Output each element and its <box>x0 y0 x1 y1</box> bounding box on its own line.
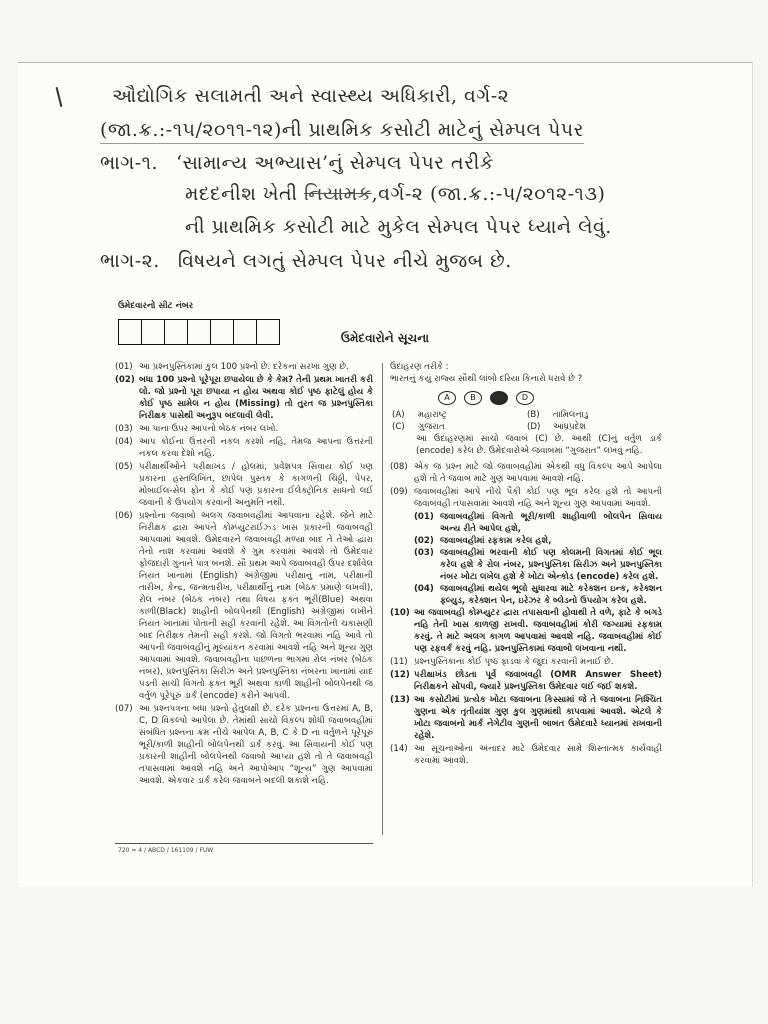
option-key: (D) <box>527 422 541 432</box>
instruction-item <box>115 374 373 422</box>
bubble-b: B <box>464 391 482 405</box>
seat-box <box>142 320 165 344</box>
option <box>392 421 527 433</box>
sub-item-number: (02) <box>414 536 434 546</box>
instruction-item <box>390 461 662 485</box>
instructions-right-column <box>390 361 662 837</box>
corrected-word: નિયામક <box>304 183 372 205</box>
sub-item-text: જવાબવહીમાં થયેલ ભૂલો સુધારવા માટે કરેક્શન ઇન્ક, કરેક્શન ફ્લ્યુડ, કરેક્શન પેન, ઇરેઝર કે બ્લેડનો ઉપયોગ કરેલ હશે. <box>440 584 662 606</box>
instructions-left-column <box>115 361 373 839</box>
instruction-item <box>390 743 662 767</box>
header-line-2: (જા.ક્ર.:-૧૫/૨૦૧૧-૧૨)ની પ્રાથમિક કસોટી માટેનું સેમ્પલ પેપર <box>100 119 584 144</box>
item-text: જવાબવહીમાં આપે નીચે પૈકી કોઈ પણ ભૂલ કરેલ હશે તો આપની જવાબવહી તપાસવામાં આવશે નહિ અને શૂન્ય ગુણ આપવામાં આવશે. <box>414 487 662 509</box>
column-divider <box>382 363 383 835</box>
header-line-1: ઔદ્યોગિક સલામતી અને સ્વાસ્થ્ય અધિકારી, વર્ગ-૨ <box>112 85 510 107</box>
bubble-d: D <box>516 391 534 405</box>
option-label: આંધ્રપ્રદેશ <box>553 422 587 432</box>
option-key: (B) <box>527 410 540 420</box>
example-label: ઉદાહરણ તરીકે : <box>390 362 449 372</box>
item-number: (10) <box>390 608 410 618</box>
instruction-item <box>390 694 662 742</box>
option <box>527 421 662 433</box>
item-text: આપ કોઈના ઉત્તરની નકલ કરશો નહિ, તેમજ આપના ઉત્તરની નકલ કરવા દેશો નહિ. <box>139 437 373 459</box>
example-question: ભારતનું કયું રાજ્ય સૌથી લાંબો દરિયા કિનારો ધરાવે છે ? <box>390 374 583 384</box>
item-number: (07) <box>115 704 133 714</box>
item-number: (14) <box>390 744 408 754</box>
seat-box <box>257 320 279 344</box>
part-label: ભાગ-૨. <box>100 250 160 272</box>
item-number: (13) <box>390 695 410 705</box>
instructions-title: ઉમેદવારોને સૂચના <box>340 331 430 345</box>
sub-item-number: (04) <box>414 584 434 594</box>
option-label: ગુજરાત <box>418 422 445 432</box>
seat-box <box>165 320 188 344</box>
item-number: (08) <box>390 462 408 472</box>
item-number: (09) <box>390 487 408 497</box>
item-number: (05) <box>115 462 133 472</box>
sub-item-text: જવાબવહીમાં ભરવાની કોઈ પણ કોલમની વિગતમાં કોઈ ભૂલ કરેલ હશે કે રોલ નંબર, પ્રશ્નપુસ્તિકા સિરીઝ અને પ્રશ્નપુસ્તિકા નંબર ખોટા લખેલ હશે કે ખોટા એન્કોડ (encode) કરેલ હશે. <box>440 548 662 582</box>
instruction-item <box>115 703 373 787</box>
header-line-5: ની પ્રાથમિક કસોટી માટે મુકેલ સેમ્પલ પેપર ધ્યાને લેવું. <box>185 216 612 238</box>
sub-item <box>414 583 662 607</box>
instruction-item <box>115 423 373 435</box>
instruction-item <box>115 510 373 702</box>
header-line-6-text: વિષયને લગતું સેમ્પલ પેપર નીચે મુજબ છે. <box>177 250 512 272</box>
seat-box <box>211 320 234 344</box>
footer-rule <box>115 843 373 844</box>
example-answer-bubbles <box>438 391 662 405</box>
item-text: પરીક્ષાર્થીઓને પરીક્ષાખંડ / હોલમાં, પ્રવેશપત્ર સિવાય કોઈ પણ પ્રકારના હસ્તલિખિત, છાપેલ પુસ્તક કે કાગળની ચિઠ્ઠી, પેપર, મોબાઈલ-સેલ ફોન કે કોઈ પણ પ્રકારના ઈલેક્ટ્રોનિક સાધનો લઈ જવાની કે ઉપયોગ કરવાની અનુમતિ નથી. <box>139 462 373 508</box>
item-text: બધા 100 પ્રશ્નો પૂરેપૂરા છપાયેલા છે કે કેમ? તેની પ્રથમ ખાતરી કરી લો. જો પ્રશ્નો પૂરા છપાયા ન હોય અથવા કોઈ પૃષ્ઠ ફાટેલું હોય કે કોઈ પૃષ્ઠ સામેલ ન હોય (Missing) તો તુરત જ પ્રશ્નપુસ્તિકા નિરીક્ષક પાસેથી અનુરૂપ બદલાવી લેવી. <box>139 375 373 421</box>
item-text: પરીક્ષાખંડ છોડતા પૂર્વે જવાબવહી (OMR Answer Sheet) નિરીક્ષકને સોંપવી, જ્યારે પ્રશ્નપુસ્તિકા ઉમેદવાર લઈ જઈ શકશે. <box>414 670 662 692</box>
item-number: (06) <box>115 511 133 521</box>
item-text: આ પ્રશ્નપુસ્તિકામાં કુલ 100 પ્રશ્નો છે. દરેકના સરખા ગુણ છે. <box>139 362 349 372</box>
item-text: આ જવાબવહી કોમ્પ્યુટર દ્વારા તપાસવાની હોવાથી તે વળે, ફાટે કે બગડે નહિ તેની ખાસ કાળજી રાખવી. જવાબવહીમાં કોરી જગ્યામાં રફકામ કરવું. તે માટે અલગ કાગળ આપવામાં આવશે નહિ. જવાબવહીમાં કોઈ પણ રફવર્ક કરવું નહિ. પ્રશ્નપુસ્તિકામાં જવાબો લખવાના નથી. <box>414 608 662 654</box>
scanned-page <box>18 62 753 887</box>
seat-number-boxes <box>118 319 280 345</box>
instruction-item <box>390 486 662 510</box>
pen-mark <box>56 87 63 107</box>
header-line-4 <box>185 183 605 205</box>
header-line-6 <box>100 250 512 272</box>
option-label: તામિલનાડુ <box>553 410 589 420</box>
header-line-4-after: ,વર્ગ-૨ (જા.ક્ર.:-૫/૨૦૧૨-૧૩) <box>371 183 606 205</box>
item-number: (03) <box>115 424 133 434</box>
seat-number-label: ઉમેદવારનો સીટ નંબર <box>118 301 194 311</box>
seat-box <box>234 320 257 344</box>
header-line-3-text: ‘સામાન્ય અભ્યાસ’નું સેમ્પલ પેપર તરીકે <box>176 152 494 174</box>
option-key: (A) <box>392 410 405 420</box>
item-text: આ પ્રશ્નપત્રના બધા પ્રશ્નો હેતુલક્ષી છે. દરેક પ્રશ્નના ઉત્તરમાં A, B, C, D વિકલ્પો આપેલા છે. તેમાંથી સાચો વિકલ્પ શોધી જવાબવહીમાં સંબંધિત પ્રશ્નના ક્રમ નીચે આપેલ A, B, C કે D ના વર્તુળને પૂરેપૂરું ભૂરી/કાળી શાહીની બોલપેનથી ડાર્ક કરવું. આ સિવાયની કોઈ પણ પ્રકારની શાહીની બોલપેનથી જવાબો આપ્યા હશે તો તે જવાબવહી તપાસવામાં આવશે નહિ અને આપોઆપ “શૂન્ય” ગુણ આપવામાં આવશે. એકવાર ડાર્ક કરેલ જવાબને બદલી શકાશે નહિ. <box>139 704 373 786</box>
item-number: (02) <box>115 375 135 385</box>
item-text: આ કસોટીમાં પ્રત્યેક ખોટા જવાબના કિસ્સામાં જે તે જવાબના નિશ્ચિત ગુણના એક તૃતીયાંશ ગુણ કુલ ગુણમાંથી કાપવામાં આવશે. એટલે કે ખોટા જવાબનો માર્ક નેગેટીવ ગુણની બાબત ઉમેદવારે ધ્યાનમાં રાખવાની રહેશે. <box>414 695 662 741</box>
item-text: પ્રશ્નપુસ્તિકાના કોઈ પૃષ્ઠ ફાડવાં કે જુદાં કરવાની મનાઈ છે. <box>414 657 614 667</box>
instruction-item <box>115 461 373 509</box>
item-number: (12) <box>390 670 410 680</box>
header-line-3 <box>100 152 494 174</box>
example-options <box>392 409 662 433</box>
sub-item-text: જવાબવહીમાં વિગતો ભૂરી/કાળી શાહીવાળી બોલપેન સિવાય અન્ય રીતે આપેલ હશે, <box>440 512 662 534</box>
item-number: (11) <box>390 657 408 667</box>
instruction-item <box>115 361 373 373</box>
sub-item-number: (03) <box>414 548 434 558</box>
instruction-item <box>390 607 662 655</box>
instruction-item <box>115 436 373 460</box>
item-number: (04) <box>115 437 133 447</box>
part-label: ભાગ-૧. <box>100 152 158 174</box>
item-number: (01) <box>115 362 133 372</box>
sub-item-number: (01) <box>414 512 434 522</box>
option <box>392 409 527 421</box>
instruction-item <box>390 669 662 693</box>
header-line-4-before: મદદનીશ ખેતી <box>185 183 305 205</box>
sub-item <box>414 511 662 535</box>
sub-item <box>414 547 662 583</box>
seat-box <box>119 320 142 344</box>
footer-code: 720 = 4 / ABCD / 161109 / FUW <box>118 847 214 854</box>
bubble-c-filled <box>490 391 508 405</box>
item-text: આ સૂચનાઓના અનાદર માટે ઉમેદવાર સામે શિસ્તાત્મક કાર્યવાહી કરવામાં આવશે. <box>414 744 662 766</box>
bubble-a: A <box>438 391 456 405</box>
sub-item <box>414 535 662 547</box>
example-explanation: આ ઉદાહરણમાં સાચો જવાબ (C) છે. આથી (C)નું વર્તુળ ડાર્ક (encode) કરેલ છે. ઉમેદવારોએ જવાબમાં “ગુજરાત” લખવું નહિ. <box>416 434 662 456</box>
instruction-item <box>390 656 662 668</box>
item-text: એક જ પ્રશ્ન માટે જો જવાબવહીમાં એકથી વધુ વિકલ્પ આપે આપેલા હશે તો તે જવાબ માટે ગુણ આપવામાં આવશે નહિ. <box>414 462 662 484</box>
item-text: આ પાના ઉપર આપનો બેઠક નંબર લખો. <box>139 424 279 434</box>
option-key: (C) <box>392 422 405 432</box>
option-label: મહારાષ્ટ્ર <box>418 410 447 420</box>
option <box>527 409 662 421</box>
seat-box <box>188 320 211 344</box>
item-text: પ્રશ્નોના જવાબો અલગ જવાબવહીમાં આપવાના રહેશે. જેને માટે નિરીક્ષક દ્વારા આપને કોમ્પ્યુટરાઈઝ્ડ ખાસ પ્રકારની જવાબવહી આપવામાં આવશે. ઉમેદવારને જવાબવહી મળ્યા બાદ તે તેઓ દ્વારા તેનો નાશ કરવામાં આવશે કે ગુમ કરવામાં આવશે તો ઉમેદવાર ફોજદારી ગુનાને પાત્ર બનશે. સૌ પ્રથમ આપે જવાબવહી ઉપર દર્શાવેલ નિયત ખાનામાં (English) અંગ્રેજીમાં પરીક્ષાનું નામ, પરીક્ષાની તારીખ, કેન્દ્ર, જન્મતારીખ, પરીક્ષાર્થીનું નામ (બેઠક પ્રમાણે લખવી), રોલ નંબર (બેઠક નંબર) તથા વિષય ફક્ત ભૂરી(Blue) અથવા કાળી(Black) શાહીની બોલપેનથી (English) અંગ્રેજીમાં લખીને નિયત ખાનામાં પોતાની સહી કરવાની રહેશે. આ વિગતોની ચકાસણી બાદ નિરીક્ષક તેમની સહી કરશે. જો વિગતો ભરવામાં નહિ આવે તો આપની જવાબવહીનું મૂલ્યાંકન કરવામાં આવશે નહિ અને શૂન્ય ગુણ આપવામાં આવશે. જવાબવહીના પાછળના ભાગમાં રોલ નંબર (બેઠક નંબર), પ્રશ્નપુસ્તિકા સિરીઝ અને પ્રશ્નપુસ્તિકા નંબરના ખાનામાં યાદ પડતી સાચી વિગતો ફક્ત ભૂરી અથવા કાળી શાહીની બોલપેનથી જ વર્તુળ પૂરેપૂરું ડાર્ક (encode) કરીને આપવી. <box>139 511 373 701</box>
sub-item-text: જવાબવહીમાં રફકામ કરેલ હશે, <box>440 536 552 546</box>
